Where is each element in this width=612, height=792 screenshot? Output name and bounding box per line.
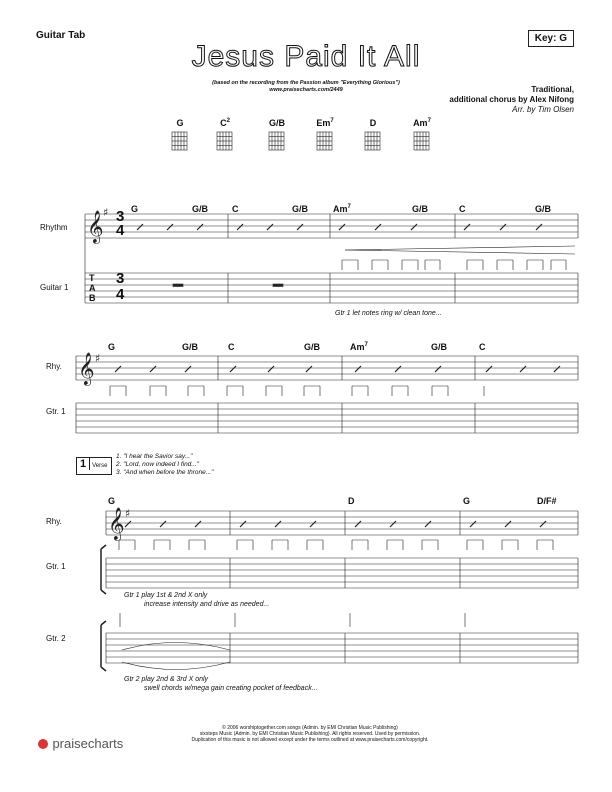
chord-name: C — [459, 204, 466, 214]
chord-name: C — [232, 204, 239, 214]
chord-grid-d — [365, 132, 380, 150]
verse-label: Verse — [92, 463, 108, 469]
chord-symbol — [348, 496, 355, 506]
praisecharts-logo-icon — [38, 739, 48, 749]
bracket — [101, 545, 106, 594]
brand-name: praisecharts — [52, 736, 124, 751]
chord-name: D/F# — [537, 496, 557, 506]
verse-lyrics-cues — [116, 453, 213, 477]
chord-grid-gb — [269, 132, 284, 150]
chord-name: G — [463, 496, 471, 506]
chord-name: G/B — [304, 342, 321, 352]
subtitle-album: (based on the recording from the Passion album "Everything Glorious") — [212, 80, 400, 86]
key-signature-sharp: ♯ — [125, 507, 131, 520]
chord-name: G — [108, 342, 116, 352]
chord-name: C — [228, 342, 235, 352]
chord-name: G/B — [192, 204, 209, 214]
system2-rhythm-staff — [76, 356, 578, 380]
chord-symbol — [463, 496, 470, 506]
subtitle-url: www.praisecharts.com/2449 — [269, 87, 343, 93]
rhythm-label: Rhythm — [40, 223, 68, 232]
guitar-label: Guitar 1 — [40, 283, 69, 292]
credit-arranger: Arr. by Tim Olsen — [512, 105, 574, 114]
chord-symbol — [412, 204, 428, 214]
whole-rest — [173, 284, 183, 287]
chord-grid-em7 — [317, 132, 332, 150]
key-signature-sharp: ♯ — [95, 352, 101, 365]
verse-number: 1 — [77, 458, 90, 470]
treble-clef: 𝄞 — [87, 210, 104, 243]
time-sig-bottom: 4 — [116, 286, 125, 303]
performance-note — [124, 675, 318, 693]
credit-traditional: Traditional, — [531, 85, 574, 94]
lyric-cue: 3. "And when before the throne..." — [116, 469, 214, 476]
tab-a: A — [89, 283, 96, 293]
time-sig-bottom: 4 — [116, 222, 125, 239]
chord-symbol — [304, 342, 320, 352]
treble-clef: 𝄞 — [108, 507, 125, 540]
chord-symbol — [537, 496, 557, 506]
lyric-cue: 2. "Lord, now indeed I find..." — [116, 461, 200, 468]
chord-diagram-sup: 2 — [226, 118, 230, 124]
key-signature-sharp: ♯ — [103, 206, 109, 219]
chord-name: G — [131, 204, 139, 214]
chord-symbol — [479, 342, 486, 352]
system3-guitar1-staff — [106, 540, 578, 588]
guitar-label: Gtr. 1 — [46, 407, 66, 416]
chord-diagram-name: G/B — [268, 118, 285, 128]
guitar1-label: Gtr. 1 — [46, 562, 66, 571]
treble-clef: 𝄞 — [78, 352, 95, 385]
chord-name: G/B — [292, 204, 309, 214]
copyright-line: sixsteps Music (Admin. by EMI Christian Music Publishing). All rights reserved. Used by permission. — [199, 731, 421, 737]
key-badge: Key: G — [528, 30, 574, 47]
whole-rest — [273, 284, 283, 287]
rhythm-label: Rhy. — [46, 517, 62, 526]
chord-symbol — [535, 204, 551, 214]
chord-diagram-name: Am — [413, 118, 428, 128]
brand-logo — [38, 735, 123, 753]
chord-symbol — [232, 204, 239, 214]
chord-name: Am — [350, 342, 365, 352]
doc-type: Guitar Tab — [36, 30, 86, 41]
chord-name: Am — [333, 204, 348, 214]
chord-name: G — [108, 496, 116, 506]
chord-name: C — [479, 342, 486, 352]
chord-diagram-name: Em — [316, 118, 331, 128]
chord-symbol — [228, 342, 235, 352]
time-signature-guitar — [116, 271, 124, 303]
system3-rhythm-staff — [106, 511, 578, 535]
copyright-line: © 2006 worshiptogether.com songs (Admin. by EMI Christian Music Publishing) — [222, 725, 398, 731]
chord-diagram-sup: 7 — [427, 118, 431, 124]
chord-diagram-name: D — [369, 118, 377, 128]
section-marker-verse — [76, 457, 112, 475]
chord-grid-c2 — [217, 132, 232, 150]
tab-b: B — [89, 293, 96, 303]
chord-grid-am7 — [414, 132, 429, 150]
credit-chorus: additional chorus by Alex Nifong — [449, 95, 574, 104]
chord-name: G/B — [412, 204, 429, 214]
chord-diagram-name: C — [220, 118, 227, 128]
note-line: swell chords w/mega gain creating pocket of feedback... — [144, 685, 318, 692]
performance-note — [124, 591, 269, 609]
lyric-cue: 1. "I hear the Savior say..." — [116, 453, 193, 460]
system3-rhythm-slashes — [125, 521, 546, 527]
time-sig-top: 3 — [116, 208, 125, 225]
tab-clef — [89, 273, 96, 303]
guitar2-label: Gtr. 2 — [46, 634, 66, 643]
tab-t: T — [89, 273, 95, 283]
rhythm-label: Rhy. — [46, 362, 62, 371]
system2-rhythm-slashes — [115, 366, 560, 372]
note-line: Gtr 2 play 2nd & 3rd X only — [124, 676, 209, 683]
chord-symbol — [459, 204, 466, 214]
chord-name: D — [348, 496, 355, 506]
copyright-line: Duplication of this music is not allowed except under the terms outlined at www.praisecharts.com/copyright. — [191, 737, 429, 743]
time-sig-top: 3 — [116, 270, 125, 287]
system1-guitar-staff — [85, 238, 578, 303]
chord-symbol — [350, 342, 368, 352]
note-line: Gtr 1 play 1st & 2nd X only — [124, 592, 208, 599]
system2-guitar-staff — [76, 386, 578, 433]
song-title: Jesus Paid It All — [191, 40, 421, 73]
chord-symbol — [333, 204, 351, 214]
chord-symbol — [108, 496, 115, 506]
chord-grid-g — [172, 132, 187, 150]
note-line: increase intensity and drive as needed... — [144, 601, 270, 608]
system1-rhythm-slashes — [137, 224, 542, 230]
chord-symbol — [292, 204, 308, 214]
copyright-footer — [140, 725, 480, 743]
performance-note: Gtr 1 let notes ring w/ clean tone... — [335, 310, 442, 317]
chord-name: G/B — [535, 204, 552, 214]
system3-guitar2-staff — [106, 613, 578, 670]
chord-diagram-name: G — [176, 118, 184, 128]
chord-symbol — [131, 204, 138, 214]
time-signature-rhythm — [116, 210, 124, 238]
chord-symbol — [192, 204, 208, 214]
chord-diagram-sup: 7 — [330, 118, 334, 124]
chord-sup: 7 — [347, 204, 351, 210]
chord-name: G/B — [182, 342, 199, 352]
chord-symbol — [431, 342, 447, 352]
chord-name: G/B — [431, 342, 448, 352]
bracket — [101, 621, 106, 671]
chord-symbol — [108, 342, 115, 352]
chord-symbol — [182, 342, 198, 352]
chord-sup: 7 — [364, 342, 368, 348]
